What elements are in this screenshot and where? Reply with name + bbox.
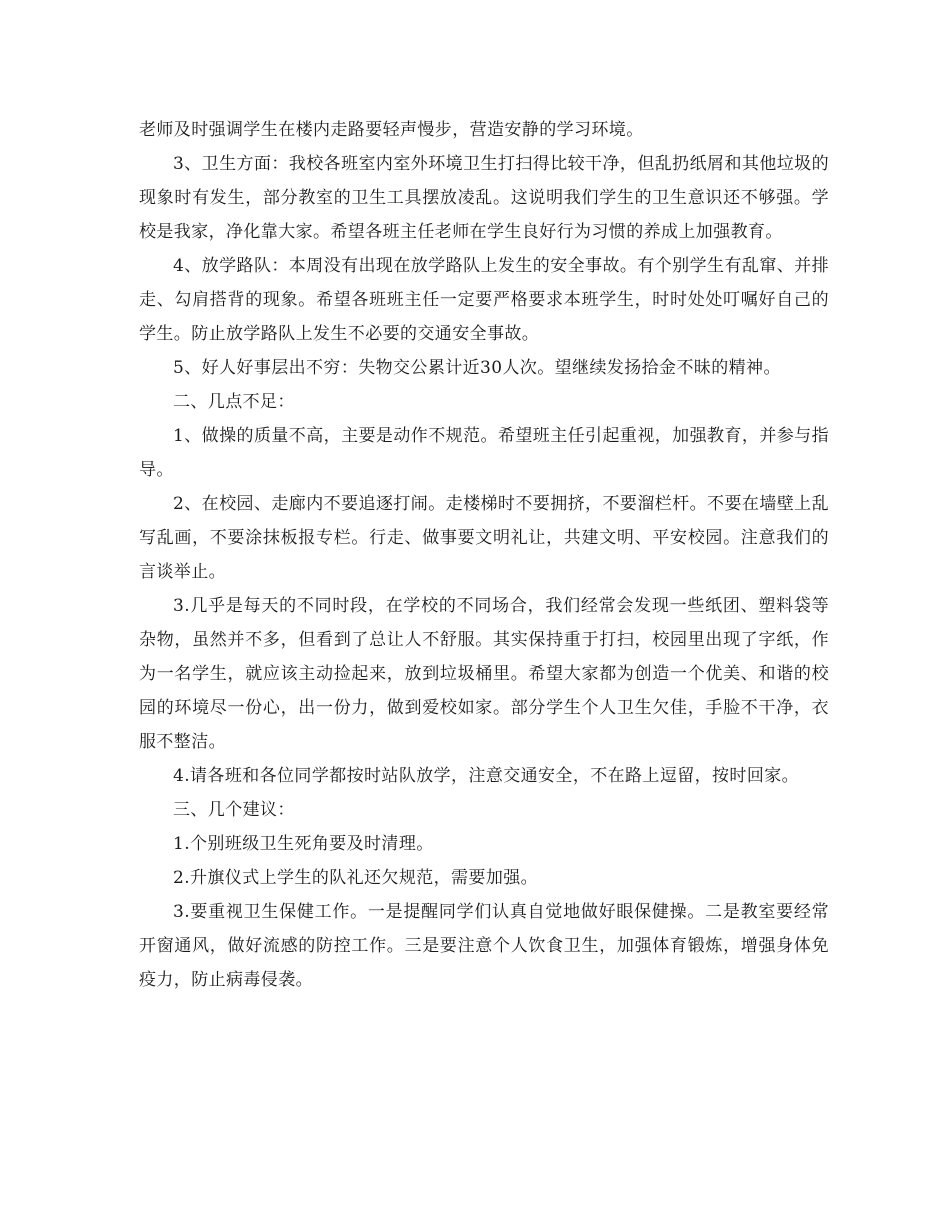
paragraph-continuation: 老师及时强调学生在楼内走路要轻声慢步，营造安静的学习环境。 xyxy=(139,120,644,140)
paragraph-dismissal-safety: 4.请各班和各位同学都按时站队放学，注意交通安全，不在路上逗留，按时回家。 xyxy=(173,766,800,786)
paragraph-corridor-behavior: 2、在校园、走廊内不要追逐打闹。走楼梯时不要拥挤，不要溜栏杆。不要在墙壁上乱写乱画，不要涂抹板报专栏。行走、做事要文明礼让，共建文明、平安校园。注意我们的言谈举止。 xyxy=(139,494,829,582)
paragraph-exercise-quality: 1、做操的质量不高，主要是动作不规范。希望班主任引起重视，加强教育，并参与指导。 xyxy=(139,426,829,480)
paragraph-hygiene: 3、卫生方面：我校各班室内室外环境卫生打扫得比较干净，但乱扔纸屑和其他垃圾的现象时有发生，部分教室的卫生工具摆放凌乱。这说明我们学生的卫生意识还不够强。学校是我家，净化靠大家。希望各班主任老师在学生良好行为习惯的养成上加强教育。 xyxy=(139,154,829,242)
document-body xyxy=(139,113,829,997)
paragraph-suggestion-2: 2.升旗仪式上学生的队礼还欠规范，需要加强。 xyxy=(173,868,539,888)
paragraph-suggestion-3: 3.要重视卫生保健工作。一是提醒同学们认真自觉地做好眼保健操。二是教室要经常开窗通风，做好流感的防控工作。三是要注意个人饮食卫生，加强体育锻炼，增强身体免疫力，防止病毒侵袭。 xyxy=(139,902,829,990)
paragraph-litter: 3.几乎是每天的不同时段，在学校的不同场合，我们经常会发现一些纸团、塑料袋等杂物，虽然并不多，但看到了总让人不舒服。其实保持重于打扫，校园里出现了字纸，作为一名学生，就应该主动捡起来，放到垃圾桶里。希望大家都为创造一个优美、和谐的校园的环境尽一份心，出一份力，做到爱校如家。部分学生个人卫生欠佳，手脸不干净，衣服不整洁。 xyxy=(139,596,829,752)
section-heading-suggestions: 三、几个建议： xyxy=(173,800,295,820)
section-heading-shortcomings: 二、几点不足： xyxy=(173,392,295,412)
paragraph-suggestion-1: 1.个别班级卫生死角要及时清理。 xyxy=(173,834,434,854)
paragraph-dismissal-queue: 4、放学路队：本周没有出现在放学路队上发生的安全事故。有个别学生有乱窜、并排走、勾肩搭背的现象。希望各班班主任一定要严格要求本班学生，时时处处叮嘱好自己的学生。防止放学路队上发生不必要的交通安全事故。 xyxy=(139,256,829,344)
paragraph-good-deeds: 5、好人好事层出不穷：失物交公累计近30人次。望继续发扬拾金不昧的精神。 xyxy=(173,358,781,378)
